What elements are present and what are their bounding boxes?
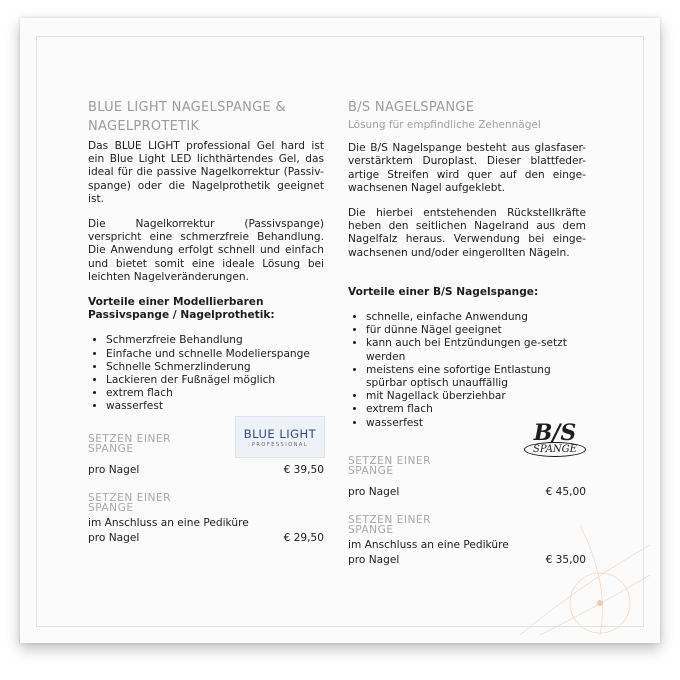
bs-logo-text: B/S — [533, 420, 577, 446]
left-price1-label: SETZEN EINER SPANGE — [88, 432, 171, 455]
right-price2-note: im Anschluss an eine Pediküre — [348, 539, 509, 552]
blue-light-logo-text: BLUE LIGHT — [243, 426, 317, 441]
left-price1-value: € 39,50 — [283, 463, 324, 476]
blue-light-logo — [235, 416, 325, 458]
right-subheading: Lösung für empfindliche Zehennägel — [348, 119, 541, 131]
list-item: • mit Nagellack überziehbar — [366, 390, 586, 403]
left-advantages-list — [88, 334, 324, 413]
list-item: • Schnelle Schmerzlinderung — [106, 361, 324, 374]
list-item: • schnelle, einfache Anwendung — [366, 311, 586, 324]
left-price2-note: im Anschluss an eine Pediküre — [88, 516, 249, 529]
left-price1-unit: pro Nagel — [88, 463, 140, 476]
left-price2-value: € 29,50 — [283, 532, 324, 545]
right-heading: B/S NAGELSPANGE — [348, 100, 475, 115]
list-item: • für dünne Nägel geeignet — [366, 324, 586, 337]
list-item: • wasserfest — [106, 400, 324, 413]
list-item: • meistens eine sofortige Entlastung spürbar optisch unauffällig — [366, 364, 586, 390]
right-price2-value: € 35,00 — [545, 554, 586, 567]
left-column — [88, 98, 324, 545]
right-price1-value: € 45,00 — [545, 485, 586, 498]
list-item: • Schmerzfreie Behandlung — [106, 334, 324, 347]
decorative-lines-icon — [520, 525, 650, 635]
left-price2-row — [88, 532, 324, 545]
left-advantages-title: Vorteile einer Modellierbaren Passivspange / Nagelprothetik: — [88, 296, 275, 322]
blue-light-logo-sub: PROFESSIONAL — [251, 441, 309, 448]
left-heading: BLUE LIGHT NAGELSPANGE & NAGELPROTETIK — [88, 100, 286, 134]
bs-logo-sub: SPANGE — [524, 442, 586, 457]
right-price2-unit: pro Nagel — [348, 554, 400, 567]
left-price2-unit: pro Nagel — [88, 532, 140, 545]
right-intro: Die B/S Nagelspange besteht aus glasfaser-verstärktem Duroplast. Dieser blattfeder-artige Streifen wird quer auf den einge-wachsenen Nagel aufgeklebt. — [348, 142, 586, 194]
right-advantages-list — [348, 311, 586, 430]
left-price2-label: SETZEN EINER SPANGE — [88, 491, 171, 514]
right-paragraph-2: Die hierbei entstehenden Rückstellkräfte heben den seitlichen Nagelrand aus dem Nagelfalz heraus. Verwendung bei einge-wachsenen und/oder eingerollten Nägeln. — [348, 207, 586, 259]
list-item: • Einfache und schnelle Modelierspange — [106, 348, 324, 361]
right-price1-label: SETZEN EINER SPANGE — [348, 454, 431, 477]
bs-spange-logo — [520, 420, 590, 464]
list-item: • Lackieren der Fußnägel möglich — [106, 374, 324, 387]
right-price2-label: SETZEN EINER SPANGE — [348, 514, 431, 537]
left-price1-row — [88, 464, 324, 477]
right-price1-row — [348, 486, 586, 499]
right-advantages-title: Vorteile einer B/S Nagelspange: — [348, 285, 539, 298]
left-paragraph-2: Die Nagelkorrektur (Passivspange) verspricht eine schmerzfreie Behandlung. Die Anwendung erfolgt schnell und einfach und bietet somit eine ideale Lösung bei leichten Nagelveränderungen. — [88, 218, 324, 283]
list-item: • kann auch bei Entzündungen ge-setzt werden — [366, 337, 586, 363]
list-item: • wasserfest — [366, 417, 586, 430]
left-intro: Das BLUE LIGHT professional Gel hard ist ein Blue Light LED lichthärtendes Gel, das ideal für die passive Nagelkorrektur (Passiv-spange) oder die Nagelprothetik geeignet ist. — [88, 140, 324, 205]
right-price1-unit: pro Nagel — [348, 485, 400, 498]
list-item: • extrem flach — [366, 403, 586, 416]
right-column — [348, 98, 586, 567]
list-item: • extrem flach — [106, 387, 324, 400]
